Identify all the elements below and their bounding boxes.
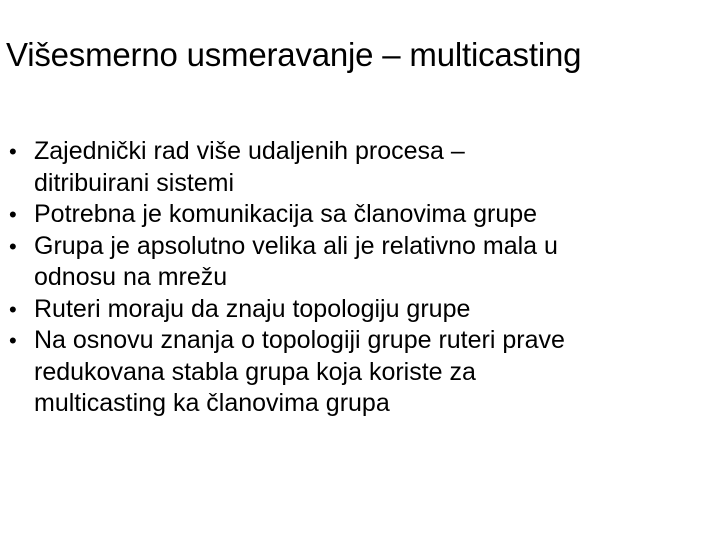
bullet-icon: • bbox=[9, 233, 17, 259]
bullet-item bbox=[0, 136, 716, 199]
bullet-item bbox=[0, 294, 716, 326]
bullet-icon: • bbox=[9, 296, 17, 322]
bullet-text: Potrebna je komunikacija sa članovima grupe bbox=[34, 200, 538, 228]
bullet-icon: • bbox=[9, 139, 17, 164]
bullet-text: Ruteri moraju da znaju topologiju grupe bbox=[34, 294, 471, 323]
bullet-item bbox=[0, 199, 716, 231]
bullet-text: Grupa je apsolutno velika ali je relativno mala u odnosu na mrežu bbox=[34, 231, 558, 291]
bullet-text: Na osnovu znanja o topologiji grupe ruteri prave redukovana stabla grupa koja koriste za multicasting ka članovima grupa bbox=[34, 326, 565, 417]
bullet-list bbox=[0, 136, 720, 420]
bullet-item bbox=[0, 231, 716, 294]
bullet-text: Zajednički rad više udaljenih procesa – ditribuirani sistemi bbox=[34, 137, 465, 197]
slide-title: Višesmerno usmeravanje – multicasting bbox=[6, 36, 582, 73]
bullet-item bbox=[0, 325, 716, 420]
bullet-icon: • bbox=[9, 202, 17, 227]
bullet-icon: • bbox=[9, 328, 17, 353]
